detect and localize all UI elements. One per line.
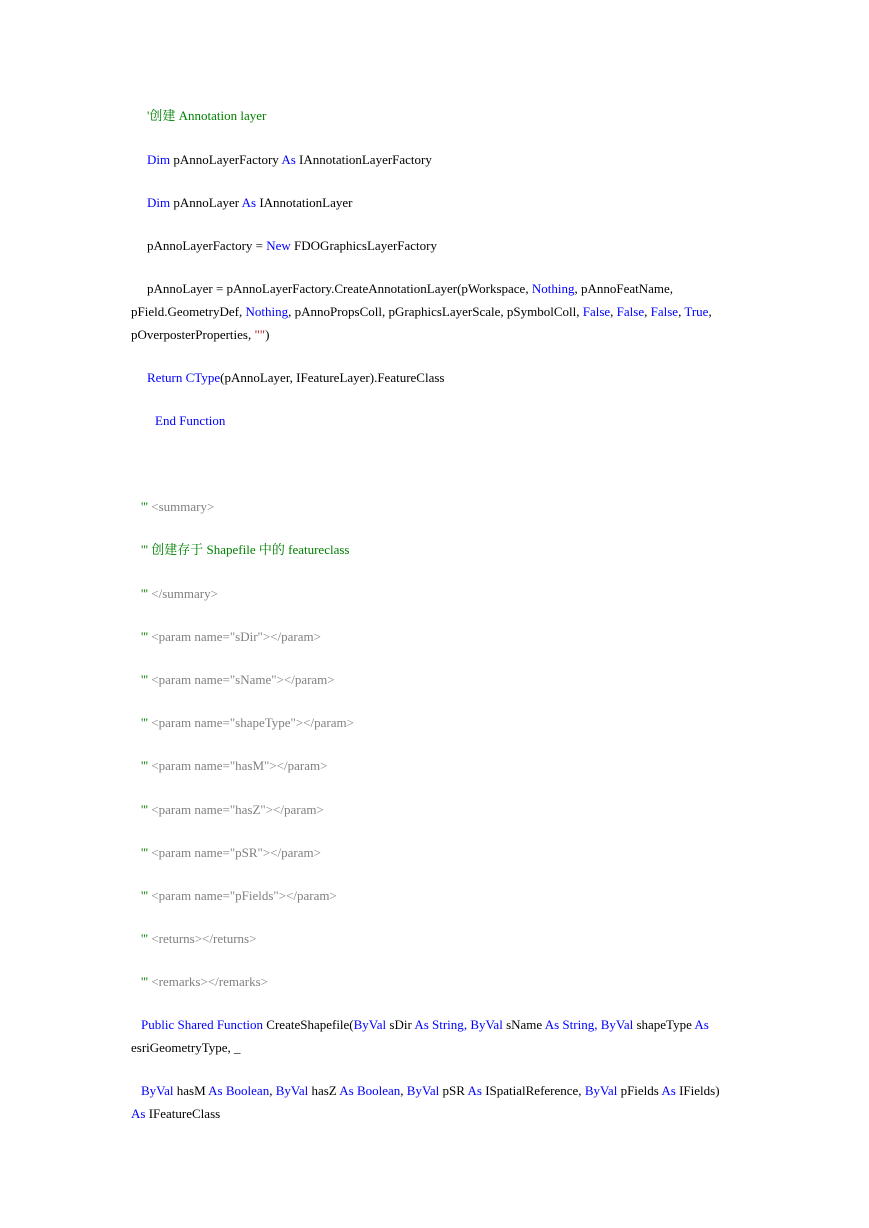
type-name: IFields) [675,1083,720,1098]
type-name: IAnnotationLayer [256,195,353,210]
xml-doc-tag: <param name="hasZ"></param> [148,802,324,817]
string-literal: "" [254,327,266,342]
keyword-byval: ByVal [584,1083,618,1098]
keyword-byval: ByVal [141,1083,174,1098]
doc-comment-param-sname [141,672,335,688]
separator: , [644,304,651,319]
code-line-create-annotation-layer [147,281,673,297]
doc-comment-marker: ''' [141,542,149,557]
xml-doc-tag: <returns></returns> [148,931,257,946]
param-name: shapeType [633,1017,695,1032]
keyword-false: False [582,304,611,319]
xml-doc-tag: <remarks></remarks> [148,974,268,989]
keyword-boolean: Boolean [356,1083,401,1098]
keyword-dim: Dim [147,152,171,167]
doc-comment-summary-open [141,499,214,515]
code-line-function-signature-cont3 [131,1106,220,1122]
doc-comment-param-pfields [141,888,337,904]
keyword-end-function: End Function [155,413,226,428]
separator: , [400,1083,407,1098]
code-line-dim-factory [147,152,432,168]
keyword-false: False [650,304,679,319]
xml-doc-tag: <summary> [148,499,215,514]
keyword-as: As [544,1017,560,1032]
code-text: pAnnoLayer = pAnnoLayerFactory.CreateAnnotationLayer(pWorkspace, [147,281,532,296]
separator: , [678,304,685,319]
keyword-as: As [467,1083,482,1098]
keyword-ctype: CType [185,370,221,385]
xml-doc-tag: <param name="hasM"></param> [148,758,328,773]
xml-doc-tag: <param name="sDir"></param> [148,629,321,644]
variable-name: pAnnoLayer [170,195,242,210]
doc-comment-param-sdir [141,629,321,645]
param-name: sDir [386,1017,415,1032]
xml-doc-tag: <param name="pFields"></param> [148,888,337,903]
doc-comment-marker: ''' [141,802,149,817]
doc-comment-marker: ''' [141,499,149,514]
keyword-true: True [684,304,709,319]
doc-comment-marker: ''' [141,586,149,601]
keyword-string: String [562,1017,595,1032]
param-name: hasZ [308,1083,340,1098]
keyword-as: As [131,1106,146,1121]
keyword-byval: ByVal [470,1017,503,1032]
doc-comment-marker: ''' [141,974,149,989]
xml-doc-tag: <param name="pSR"></param> [148,845,321,860]
doc-comment-marker: ''' [141,845,149,860]
doc-comment-param-hasz [141,802,324,818]
keyword-dim: Dim [147,195,171,210]
type-name: ISpatialReference, [481,1083,585,1098]
comment-create-annotation-layer [147,108,266,124]
type-name: IFeatureClass [145,1106,221,1121]
keyword-nothing: Nothing [245,304,289,319]
keyword-byval: ByVal [600,1017,634,1032]
separator: , [463,1017,471,1032]
code-text: (pAnnoLayer, IFeatureLayer).FeatureClass [220,370,445,385]
param-name: pFields [617,1083,662,1098]
param-name: sName [502,1017,545,1032]
doc-comment-remarks [141,974,268,990]
separator: , [269,1083,276,1098]
doc-comment-param-shapetype [141,715,354,731]
code-line-function-signature [141,1017,709,1033]
code-line-create-annotation-layer-cont2 [131,327,269,343]
doc-comment-marker: ''' [141,758,149,773]
function-name: CreateShapefile( [263,1017,354,1032]
keyword-return: Return [147,370,183,385]
keyword-as: As [208,1083,223,1098]
keyword-false: False [616,304,645,319]
code-line-function-signature-cont1 [131,1040,241,1056]
separator: , [708,304,712,319]
code-line-function-signature-cont2 [141,1083,720,1099]
keyword-byval: ByVal [275,1083,309,1098]
param-name: hasM [173,1083,209,1098]
keyword-as: As [414,1017,429,1032]
keyword-byval: ByVal [353,1017,387,1032]
doc-comment-returns [141,931,256,947]
xml-doc-tag: <param name="shapeType"></param> [148,715,354,730]
keyword-nothing: Nothing [531,281,575,296]
param-name: pSR [439,1083,468,1098]
keyword-as: As [241,195,257,210]
code-line-return [147,370,444,386]
separator: , [594,1017,601,1032]
code-line-end-function [155,413,225,429]
xml-doc-tag: </summary> [148,586,218,601]
doc-comment-marker: ''' [141,629,149,644]
doc-comment-param-psr [141,845,321,861]
keyword-public-shared-function: Public Shared Function [141,1017,264,1032]
keyword-string: String [432,1017,464,1032]
code-text: pOverposterProperties, [131,327,255,342]
type-name: FDOGraphicsLayerFactory [290,238,438,253]
keyword-as: As [339,1083,354,1098]
code-text: ) [265,327,270,342]
code-text: esriGeometryType, _ [131,1040,241,1055]
comment-text: '创建 Annotation layer [147,108,267,123]
keyword-byval: ByVal [406,1083,440,1098]
doc-comment-marker: ''' [141,672,149,687]
keyword-boolean: Boolean [225,1083,270,1098]
code-line-dim-layer [147,195,352,211]
keyword-as: As [281,152,296,167]
code-text: , pAnnoFeatName, [574,281,674,296]
keyword-as: As [694,1017,709,1032]
code-line-create-annotation-layer-cont1 [131,304,712,320]
doc-comment-param-hasm [141,758,327,774]
separator: , [610,304,617,319]
code-line-new-factory [147,238,437,254]
variable-name: pAnnoLayerFactory [170,152,282,167]
doc-comment-summary-text [141,542,349,558]
doc-comment-marker: ''' [141,715,149,730]
doc-comment-summary-close [141,586,218,602]
type-name: IAnnotationLayerFactory [295,152,432,167]
code-text: , pAnnoPropsColl, pGraphicsLayerScale, pSymbolColl, [288,304,583,319]
doc-comment-marker: ''' [141,888,149,903]
doc-comment-text: 创建存于 Shapefile 中的 featureclass [148,542,350,557]
keyword-new: New [266,238,291,253]
assignment-lhs: pAnnoLayerFactory = [147,238,267,253]
code-text: pField.GeometryDef, [131,304,246,319]
keyword-as: As [661,1083,676,1098]
xml-doc-tag: <param name="sName"></param> [148,672,335,687]
doc-comment-marker: ''' [141,931,149,946]
